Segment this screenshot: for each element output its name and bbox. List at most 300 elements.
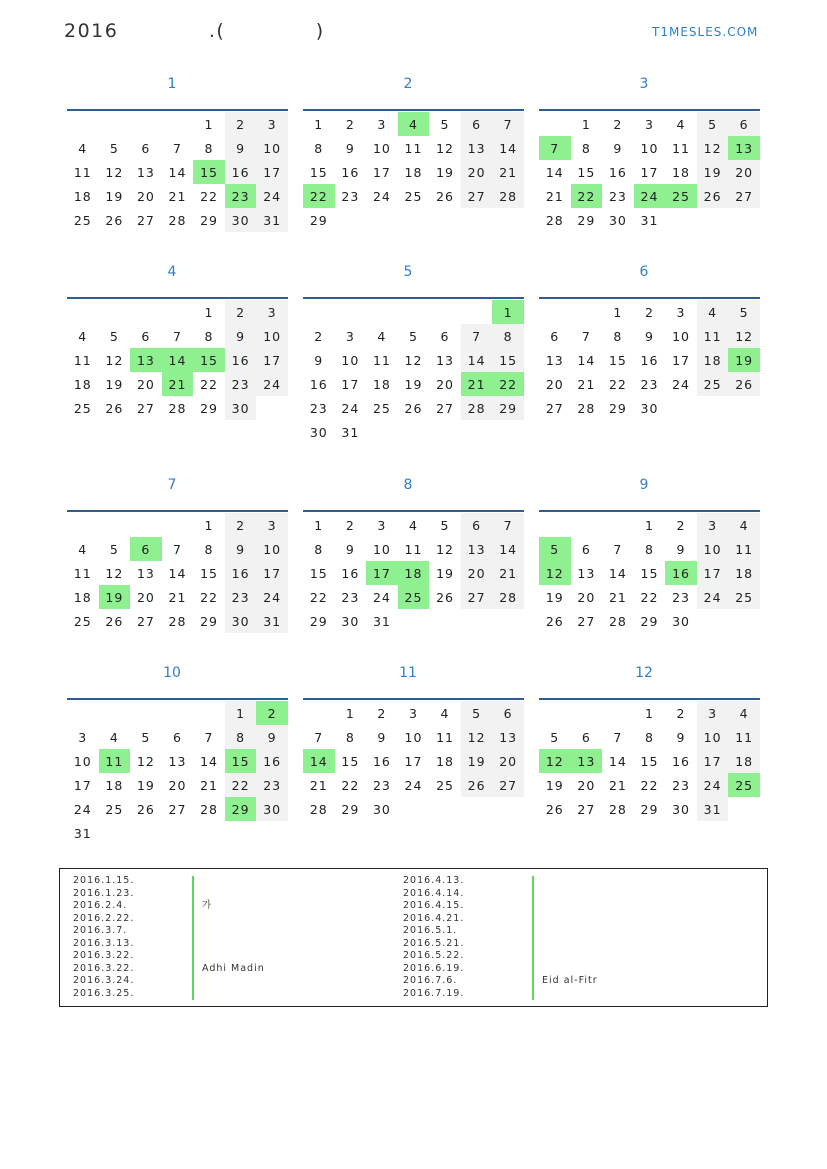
day-cell: 30 xyxy=(309,424,328,440)
day-empty xyxy=(67,701,99,725)
month-days xyxy=(303,513,524,633)
month-title: 11 xyxy=(399,665,417,681)
day-empty xyxy=(571,513,603,537)
day-cell: 30 xyxy=(341,613,360,629)
day-cell: 29 xyxy=(200,212,218,228)
legend-entry: 2016.3.13. xyxy=(73,937,135,949)
day-cell: 12 xyxy=(105,565,124,581)
day-cell: 27 xyxy=(461,184,493,208)
day-cell: 4 xyxy=(676,116,686,132)
page-title xyxy=(64,20,325,42)
day-empty xyxy=(162,513,194,537)
day-cell: 20 xyxy=(136,376,155,392)
month-days xyxy=(539,513,760,633)
day-cell: 5 xyxy=(440,116,450,132)
day-empty xyxy=(728,797,760,821)
legend-entry xyxy=(202,875,265,888)
day-empty xyxy=(665,208,697,232)
day-cell: 31 xyxy=(341,424,360,440)
legend-entry xyxy=(542,988,598,1001)
day-cell: 17 xyxy=(640,164,659,180)
day-cell: 13 xyxy=(545,352,564,368)
day-empty xyxy=(99,701,131,725)
day-cell: 3 xyxy=(697,701,729,725)
day-cell: 19 xyxy=(436,565,454,581)
day-cell: 25 xyxy=(697,372,729,396)
day-empty xyxy=(398,208,430,232)
day-cell: 27 xyxy=(136,400,155,416)
month-title: 9 xyxy=(639,477,649,493)
day-cell: 27 xyxy=(545,400,564,416)
day-cell: 5 xyxy=(461,701,493,725)
legend-entry: 2016.3.22. xyxy=(73,962,135,974)
day-cell: 20 xyxy=(461,561,493,585)
day-cell: 13 xyxy=(577,565,596,581)
day-cell: 27 xyxy=(436,400,454,416)
day-cell: 2 xyxy=(613,116,623,132)
day-cell: 10 xyxy=(372,140,391,156)
day-cell: 17 xyxy=(73,777,92,793)
day-cell: 1 xyxy=(581,116,591,132)
day-cell: 3 xyxy=(644,116,654,132)
day-cell: 27 xyxy=(577,801,596,817)
day-cell: 15 xyxy=(309,164,328,180)
brand-logo[interactable]: T1MESLES.COM xyxy=(652,25,759,39)
day-cell: 18 xyxy=(73,188,92,204)
day-cell: 15 xyxy=(193,160,225,184)
legend-entry: 2016.5.22. xyxy=(403,950,465,961)
month-days xyxy=(539,112,760,232)
day-cell: 2 xyxy=(256,701,288,725)
day-empty xyxy=(398,609,430,633)
legend-entry xyxy=(202,925,265,938)
day-cell: 10 xyxy=(672,328,690,344)
day-cell: 24 xyxy=(372,188,391,204)
day-cell: 2 xyxy=(644,304,654,320)
day-cell: 16 xyxy=(225,348,257,372)
day-cell: 24 xyxy=(697,773,729,797)
legend-entry xyxy=(202,950,265,963)
day-cell: 23 xyxy=(341,589,360,605)
day-cell: 29 xyxy=(200,400,218,416)
day-cell: 28 xyxy=(168,400,187,416)
day-cell: 30 xyxy=(372,801,391,817)
day-empty xyxy=(602,513,634,537)
day-cell: 23 xyxy=(309,400,328,416)
legend-entry: 2016.5.1. xyxy=(403,925,458,936)
day-cell: 3 xyxy=(377,517,387,533)
day-cell: 5 xyxy=(109,140,119,156)
day-cell: 18 xyxy=(404,164,423,180)
day-empty xyxy=(492,609,524,633)
day-cell: 17 xyxy=(366,561,398,585)
legend-entry xyxy=(202,975,265,988)
day-cell: 20 xyxy=(461,160,493,184)
day-cell: 1 xyxy=(204,517,214,533)
day-cell: 4 xyxy=(728,513,760,537)
day-cell: 10 xyxy=(697,537,729,561)
day-cell: 8 xyxy=(345,729,355,745)
day-cell: 31 xyxy=(256,609,288,633)
day-cell: 2 xyxy=(377,705,387,721)
month-days xyxy=(303,112,524,232)
day-cell: 4 xyxy=(78,541,88,557)
day-empty xyxy=(697,208,729,232)
day-cell: 15 xyxy=(608,352,627,368)
day-cell: 16 xyxy=(672,753,690,769)
day-cell: 7 xyxy=(539,136,571,160)
day-cell: 19 xyxy=(105,188,124,204)
day-cell: 28 xyxy=(545,212,564,228)
day-cell: 29 xyxy=(608,400,627,416)
day-cell: 29 xyxy=(640,801,659,817)
month-rule xyxy=(303,109,524,111)
day-cell: 28 xyxy=(492,585,524,609)
month-title: 10 xyxy=(163,665,181,681)
legend-entry xyxy=(542,913,598,926)
day-cell: 13 xyxy=(136,164,155,180)
day-cell: 27 xyxy=(168,801,187,817)
day-cell: 28 xyxy=(608,801,627,817)
day-cell: 25 xyxy=(372,400,391,416)
day-cell: 16 xyxy=(665,561,697,585)
day-cell: 29 xyxy=(309,212,328,228)
day-cell: 4 xyxy=(408,517,418,533)
day-cell: 27 xyxy=(136,212,155,228)
day-cell: 17 xyxy=(256,160,288,184)
day-cell: 18 xyxy=(672,164,690,180)
day-cell: 24 xyxy=(256,184,288,208)
day-cell: 12 xyxy=(105,164,124,180)
day-cell: 11 xyxy=(404,140,423,156)
day-cell: 11 xyxy=(404,541,423,557)
day-cell: 14 xyxy=(461,348,493,372)
day-cell: 25 xyxy=(73,400,92,416)
day-cell: 4 xyxy=(697,300,729,324)
day-cell: 5 xyxy=(550,729,560,745)
day-cell: 22 xyxy=(341,777,360,793)
day-empty xyxy=(492,420,524,444)
day-cell: 26 xyxy=(105,400,124,416)
day-cell: 21 xyxy=(577,376,596,392)
day-cell: 10 xyxy=(341,352,360,368)
day-cell: 7 xyxy=(613,729,623,745)
day-cell: 1 xyxy=(613,304,623,320)
day-empty xyxy=(571,300,603,324)
day-cell: 23 xyxy=(640,376,659,392)
day-cell: 26 xyxy=(436,589,454,605)
month-title: 7 xyxy=(167,477,177,493)
day-cell: 3 xyxy=(377,116,387,132)
month-days xyxy=(67,701,288,845)
day-cell: 22 xyxy=(640,777,659,793)
legend-entry: 2016.3.24. xyxy=(73,975,135,986)
day-cell: 18 xyxy=(398,561,430,585)
day-cell: 2 xyxy=(345,517,355,533)
day-cell: 8 xyxy=(492,324,524,348)
legend-entry xyxy=(542,888,598,901)
day-empty xyxy=(728,208,760,232)
day-empty xyxy=(461,420,493,444)
month-title: 2 xyxy=(403,76,413,92)
day-cell: 11 xyxy=(672,140,690,156)
day-cell: 19 xyxy=(697,160,729,184)
legend-entry xyxy=(542,875,598,888)
day-cell: 16 xyxy=(225,160,257,184)
day-cell: 14 xyxy=(200,753,218,769)
day-cell: 3 xyxy=(256,300,288,324)
day-empty xyxy=(225,821,257,845)
day-empty xyxy=(130,112,162,136)
day-empty xyxy=(461,797,493,821)
day-empty xyxy=(130,701,162,725)
day-cell: 13 xyxy=(461,537,493,561)
month-days xyxy=(539,701,760,821)
day-cell: 16 xyxy=(372,753,391,769)
day-cell: 9 xyxy=(225,324,257,348)
day-cell: 9 xyxy=(225,136,257,160)
day-cell: 22 xyxy=(608,376,627,392)
day-cell: 22 xyxy=(492,372,524,396)
month-rule xyxy=(539,297,760,299)
day-cell: 9 xyxy=(676,541,686,557)
legend-entry: 2016.7.19. xyxy=(403,987,465,999)
month-title: 1 xyxy=(167,76,177,92)
day-cell: 30 xyxy=(640,400,659,416)
day-cell: 11 xyxy=(436,729,454,745)
day-cell: 12 xyxy=(461,725,493,749)
day-cell: 29 xyxy=(309,613,328,629)
day-cell: 14 xyxy=(577,352,596,368)
day-empty xyxy=(539,300,571,324)
day-cell: 7 xyxy=(613,541,623,557)
day-cell: 2 xyxy=(345,116,355,132)
day-empty xyxy=(492,797,524,821)
day-cell: 25 xyxy=(728,773,760,797)
day-cell: 26 xyxy=(461,773,493,797)
day-cell: 7 xyxy=(204,729,214,745)
day-cell: 25 xyxy=(105,801,124,817)
day-cell: 21 xyxy=(492,561,524,585)
day-cell: 23 xyxy=(608,188,627,204)
day-cell: 23 xyxy=(672,777,690,793)
day-cell: 3 xyxy=(256,112,288,136)
legend-entry: 2016.1.15. xyxy=(73,875,135,886)
legend-entry xyxy=(202,938,265,951)
day-cell: 17 xyxy=(372,164,391,180)
day-cell: 14 xyxy=(608,565,627,581)
day-cell: 30 xyxy=(608,212,627,228)
day-cell: 13 xyxy=(130,348,162,372)
day-cell: 1 xyxy=(345,705,355,721)
month-rule xyxy=(67,297,288,299)
day-cell: 19 xyxy=(99,585,131,609)
day-empty xyxy=(67,513,99,537)
day-empty xyxy=(162,821,194,845)
day-cell: 12 xyxy=(404,352,423,368)
day-cell: 4 xyxy=(440,705,450,721)
day-cell: 3 xyxy=(676,304,686,320)
day-cell: 20 xyxy=(577,589,596,605)
day-cell: 15 xyxy=(640,753,659,769)
day-cell: 30 xyxy=(225,396,257,420)
legend-entry xyxy=(202,913,265,926)
day-empty xyxy=(539,513,571,537)
day-cell: 8 xyxy=(314,140,324,156)
day-cell: 17 xyxy=(672,352,690,368)
day-empty xyxy=(130,300,162,324)
day-cell: 6 xyxy=(141,140,151,156)
day-cell: 23 xyxy=(225,372,257,396)
day-cell: 19 xyxy=(545,589,564,605)
day-cell: 4 xyxy=(109,729,119,745)
day-empty xyxy=(665,396,697,420)
day-cell: 11 xyxy=(73,565,92,581)
day-cell: 21 xyxy=(162,372,194,396)
day-empty xyxy=(461,609,493,633)
day-cell: 20 xyxy=(577,777,596,793)
day-cell: 23 xyxy=(341,188,360,204)
day-cell: 30 xyxy=(672,801,690,817)
day-cell: 9 xyxy=(345,140,355,156)
day-cell: 6 xyxy=(581,541,591,557)
day-cell: 14 xyxy=(162,348,194,372)
day-cell: 23 xyxy=(372,777,391,793)
legend-entry: 2016.3.22. xyxy=(73,950,135,961)
day-cell: 24 xyxy=(372,589,391,605)
day-cell: 29 xyxy=(640,613,659,629)
day-empty xyxy=(99,300,131,324)
day-cell: 19 xyxy=(105,376,124,392)
day-cell: 7 xyxy=(172,328,182,344)
day-cell: 25 xyxy=(665,184,697,208)
day-cell: 13 xyxy=(571,749,603,773)
day-cell: 12 xyxy=(539,561,571,585)
day-cell: 5 xyxy=(440,517,450,533)
legend-left-bar xyxy=(192,876,194,1000)
day-cell: 16 xyxy=(341,565,360,581)
legend-entry: 2016.5.21. xyxy=(403,937,465,949)
day-cell: 28 xyxy=(608,613,627,629)
day-cell: 1 xyxy=(225,701,257,725)
day-cell: 24 xyxy=(404,777,423,793)
day-cell: 10 xyxy=(256,136,288,160)
day-empty xyxy=(130,513,162,537)
day-cell: 8 xyxy=(204,140,214,156)
day-cell: 21 xyxy=(168,589,187,605)
day-cell: 6 xyxy=(461,112,493,136)
day-empty xyxy=(539,112,571,136)
day-cell: 6 xyxy=(172,729,182,745)
day-cell: 18 xyxy=(436,753,454,769)
day-cell: 28 xyxy=(168,613,187,629)
month-days xyxy=(539,300,760,420)
day-cell: 3 xyxy=(78,729,88,745)
legend-entry: 2016.1.23. xyxy=(73,887,135,899)
day-cell: 29 xyxy=(225,797,257,821)
day-cell: 8 xyxy=(204,328,214,344)
day-cell: 26 xyxy=(545,613,564,629)
day-empty xyxy=(256,396,288,420)
holiday-legend xyxy=(59,868,768,1007)
month-rule xyxy=(303,297,524,299)
day-cell: 2 xyxy=(676,705,686,721)
day-empty xyxy=(697,396,729,420)
day-cell: 4 xyxy=(78,140,88,156)
day-cell: 28 xyxy=(577,400,596,416)
legend-entry xyxy=(542,900,598,913)
day-cell: 2 xyxy=(314,328,324,344)
day-cell: 8 xyxy=(204,541,214,557)
day-cell: 11 xyxy=(73,164,92,180)
day-cell: 7 xyxy=(492,513,524,537)
day-cell: 4 xyxy=(398,112,430,136)
day-cell: 28 xyxy=(309,801,328,817)
day-cell: 21 xyxy=(492,160,524,184)
day-cell: 24 xyxy=(341,400,360,416)
title-mid: .( xyxy=(208,20,226,42)
day-cell: 24 xyxy=(256,372,288,396)
day-empty xyxy=(162,300,194,324)
day-cell: 2 xyxy=(225,112,257,136)
day-cell: 6 xyxy=(492,701,524,725)
day-cell: 26 xyxy=(545,801,564,817)
title-end: ) xyxy=(315,20,325,42)
legend-entry: 가 xyxy=(202,900,213,911)
day-cell: 19 xyxy=(404,376,423,392)
day-cell: 14 xyxy=(168,164,187,180)
day-cell: 7 xyxy=(314,729,324,745)
day-cell: 9 xyxy=(314,352,324,368)
day-cell: 29 xyxy=(577,212,596,228)
legend-entry: 2016.4.21. xyxy=(403,912,465,924)
day-cell: 7 xyxy=(461,324,493,348)
day-cell: 6 xyxy=(550,328,560,344)
day-cell: 30 xyxy=(672,613,690,629)
day-cell: 22 xyxy=(303,184,335,208)
day-cell: 16 xyxy=(225,561,257,585)
day-cell: 31 xyxy=(640,212,659,228)
day-cell: 10 xyxy=(256,324,288,348)
day-empty xyxy=(429,300,461,324)
day-cell: 15 xyxy=(341,753,360,769)
day-cell: 15 xyxy=(193,348,225,372)
legend-entry: 2016.6.19. xyxy=(403,962,465,974)
day-cell: 5 xyxy=(408,328,418,344)
day-cell: 17 xyxy=(697,749,729,773)
day-cell: 22 xyxy=(309,589,328,605)
day-cell: 18 xyxy=(728,749,760,773)
day-empty xyxy=(429,420,461,444)
day-cell: 9 xyxy=(345,541,355,557)
month-title: 8 xyxy=(403,477,413,493)
day-empty xyxy=(67,300,99,324)
day-cell: 20 xyxy=(728,160,760,184)
day-cell: 19 xyxy=(136,777,155,793)
day-cell: 16 xyxy=(608,164,627,180)
day-empty xyxy=(429,208,461,232)
day-empty xyxy=(571,701,603,725)
day-cell: 17 xyxy=(256,348,288,372)
day-cell: 12 xyxy=(436,140,454,156)
legend-right-dates xyxy=(403,875,464,1000)
month-days xyxy=(67,112,288,232)
day-empty xyxy=(461,208,493,232)
day-cell: 13 xyxy=(168,753,187,769)
day-cell: 7 xyxy=(492,112,524,136)
day-cell: 1 xyxy=(204,304,214,320)
day-cell: 17 xyxy=(256,561,288,585)
